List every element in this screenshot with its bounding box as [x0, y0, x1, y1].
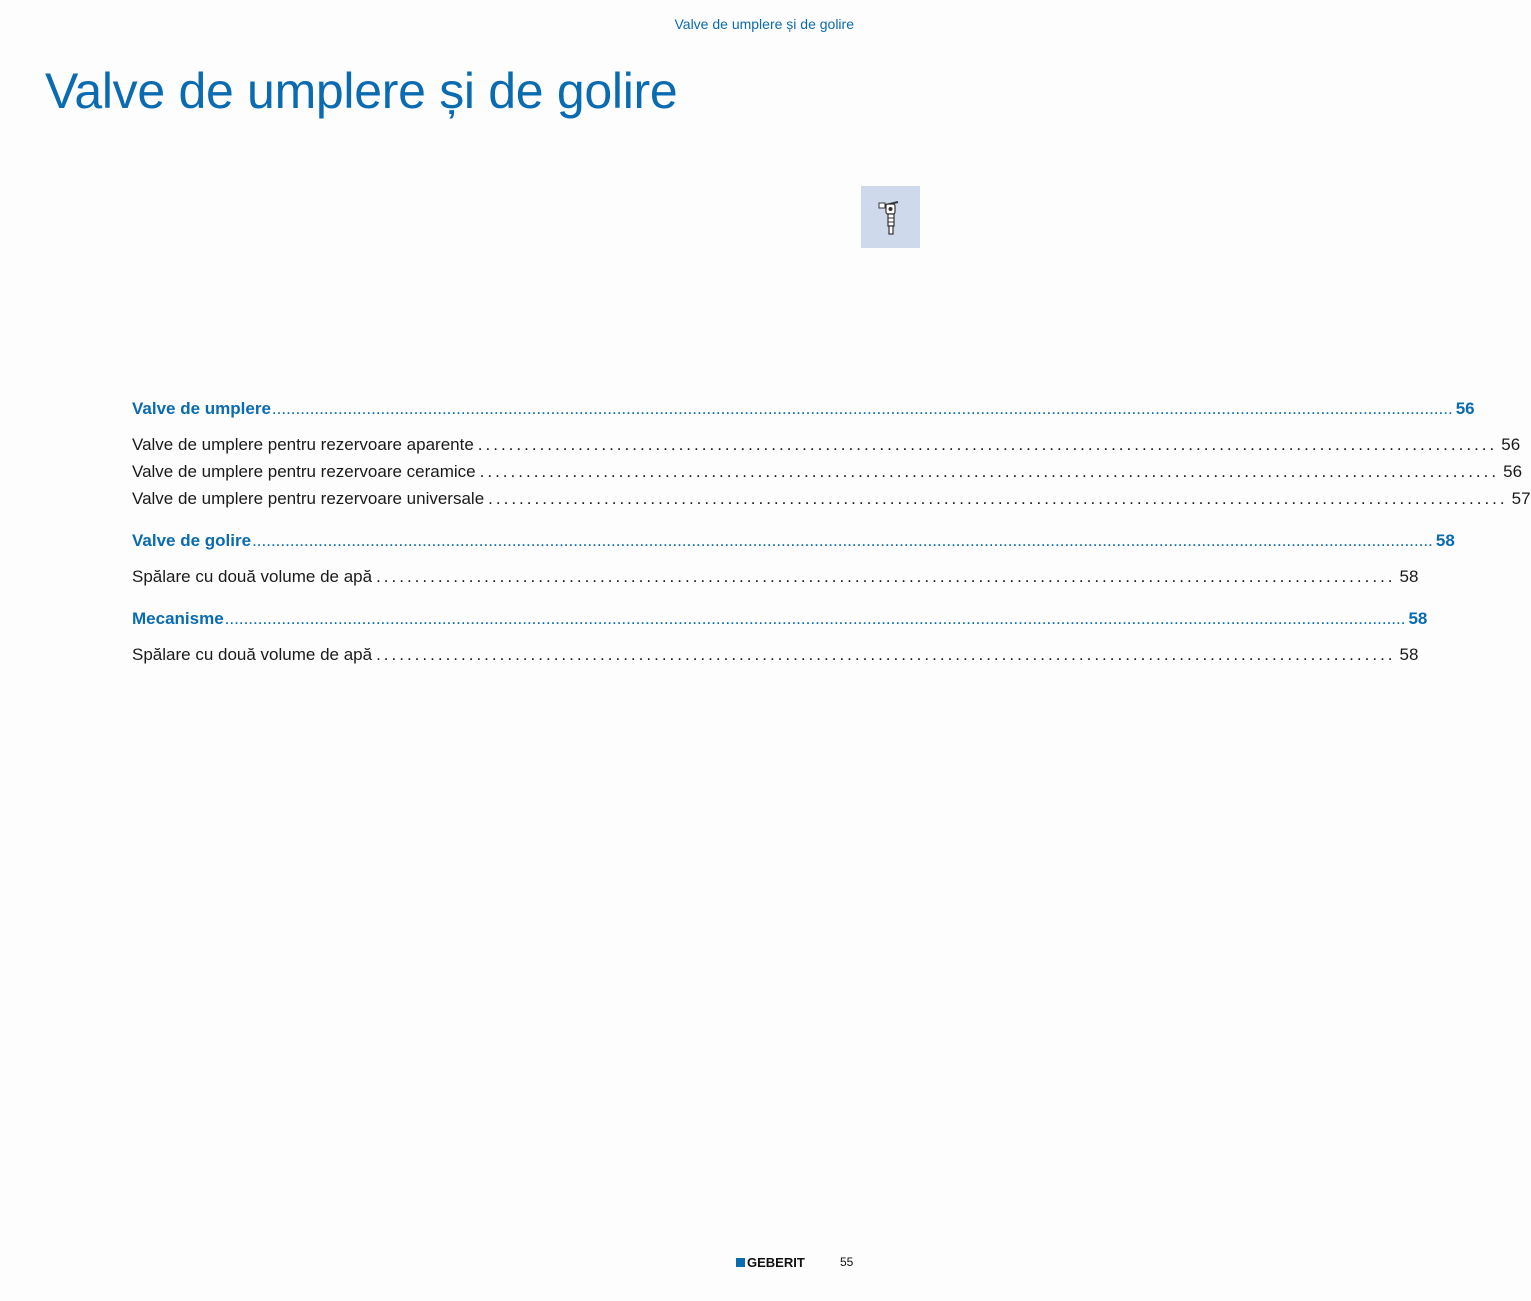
toc-entry-page: 57: [1511, 489, 1531, 508]
toc-entry-label: Valve de umplere pentru rezervoare universale: [132, 489, 485, 508]
leader-dots: ....................................................................................................................................: [376, 645, 1396, 664]
leader-dots: ..........................................................................................................................................................................................................................................................: [271, 399, 1453, 418]
toc-heading-page: 58: [1435, 531, 1455, 550]
toc-heading[interactable]: [132, 396, 1475, 422]
fill-valve-icon: [878, 198, 902, 236]
leader-dots: ....................................................................................................................................: [479, 462, 1500, 481]
leader-dots: ..........................................................................................................................................................................................................................................................: [224, 609, 1406, 628]
toc-heading-page: 58: [1408, 609, 1428, 628]
toc-group-mechanisms: [132, 606, 1428, 668]
toc-heading-page: 56: [1455, 399, 1475, 418]
section-tab[interactable]: [861, 186, 920, 248]
toc-entry[interactable]: [132, 563, 1419, 590]
logo-square-icon: [736, 1258, 745, 1267]
toc-group-flush-valves: [132, 528, 1455, 590]
toc-entry-label: Spălare cu două volume de apă: [132, 645, 373, 664]
toc-entry[interactable]: [132, 485, 1531, 512]
leader-dots: ....................................................................................................................................: [477, 435, 1498, 454]
page-title: Valve de umplere și de golire: [45, 63, 678, 119]
brand-name: GEBERIT: [747, 1255, 805, 1270]
toc-entry-page: 56: [1503, 462, 1523, 481]
toc-group-fill-valves: [132, 396, 1531, 512]
running-header: Valve de umplere și de golire: [674, 16, 854, 32]
leader-dots: ....................................................................................................................................: [376, 567, 1396, 586]
toc-entry-label: Valve de umplere pentru rezervoare aparente: [132, 435, 474, 454]
toc-heading-label: Valve de umplere: [132, 399, 271, 418]
toc-heading[interactable]: [132, 606, 1428, 632]
toc-heading-label: Mecanisme: [132, 609, 224, 628]
brand-logo: [736, 1255, 805, 1270]
toc-entry[interactable]: [132, 431, 1521, 458]
toc-entry-page: 56: [1501, 435, 1521, 454]
toc-entry-page: 58: [1399, 567, 1419, 586]
toc-entry[interactable]: [132, 458, 1523, 485]
table-of-contents: [132, 396, 1531, 684]
toc-entry-label: Spălare cu două volume de apă: [132, 567, 373, 586]
toc-heading-label: Valve de golire: [132, 531, 252, 550]
leader-dots: ....................................................................................................................................: [488, 489, 1508, 508]
toc-heading[interactable]: [132, 528, 1455, 554]
toc-entry-page: 58: [1399, 645, 1419, 664]
leader-dots: ..........................................................................................................................................................................................................................................................: [252, 531, 1433, 550]
toc-entry[interactable]: [132, 641, 1419, 668]
page-number: 55: [840, 1255, 854, 1269]
toc-entry-label: Valve de umplere pentru rezervoare ceramice: [132, 462, 476, 481]
